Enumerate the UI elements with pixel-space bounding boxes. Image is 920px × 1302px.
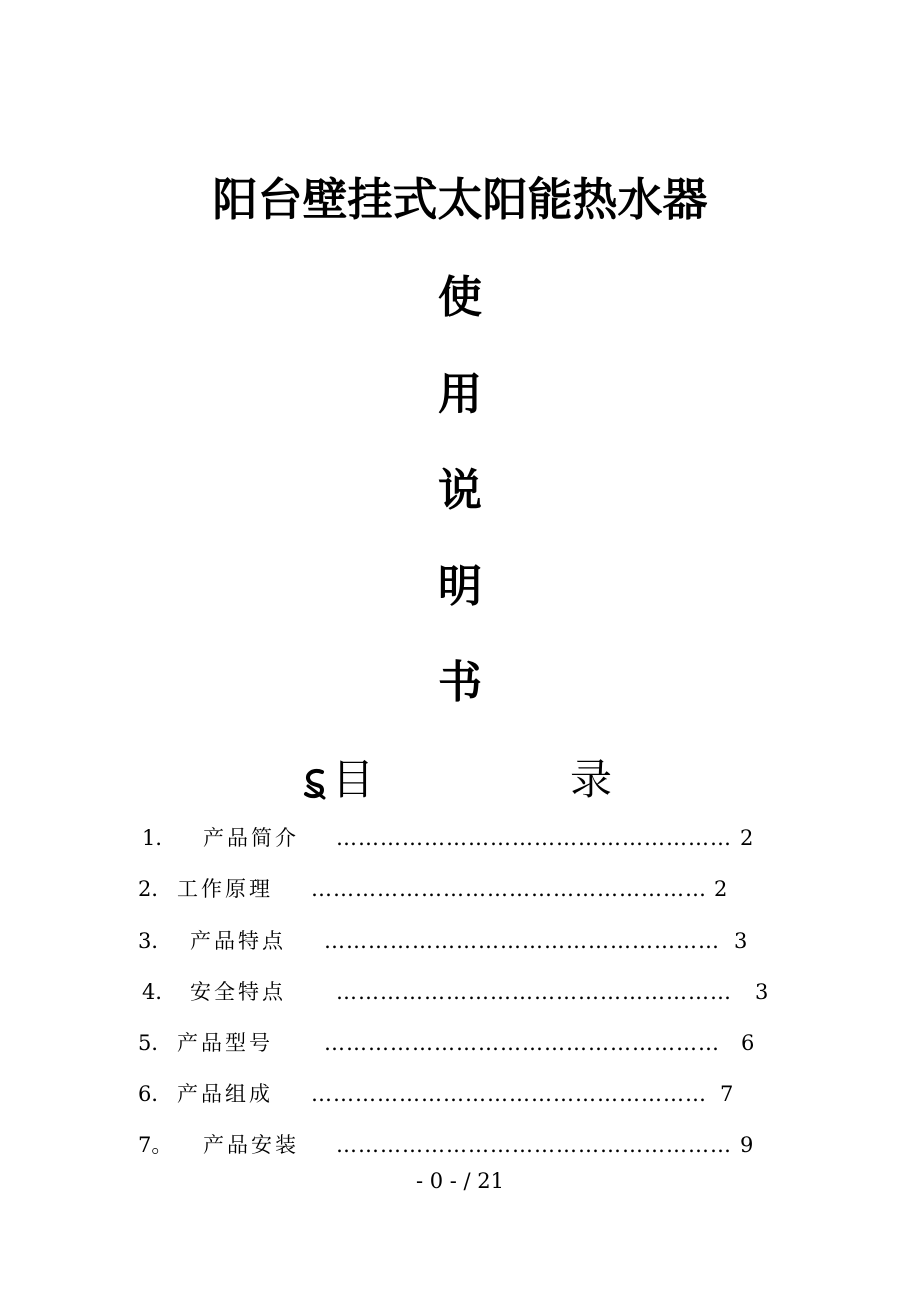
toc-entry-number: 6． [138,1082,173,1106]
toc-entry-leader: ……………………………………………… [311,877,707,901]
toc-entry-page: 6 [741,1031,755,1055]
toc-entry-label: 安全特点 [190,980,286,1004]
toc-entry-number: 2． [138,877,173,901]
subtitle-char-5: 书 [438,657,482,708]
toc-entry-label: 产品简介 [203,826,299,850]
toc-entry[interactable] [0,926,920,956]
subtitle-char-4: 明 [438,561,482,612]
toc-entry[interactable] [0,1028,920,1058]
toc-entry-page: 2 [714,877,728,901]
toc-entry-leader: ……………………………………………… [324,929,720,953]
toc-entry[interactable] [0,1079,920,1109]
toc-entry[interactable] [0,1130,920,1160]
toc-entry-label: 工作原理 [177,877,273,901]
toc-entry-page: 2 [740,826,754,850]
subtitle-char-1: 使 [438,272,482,323]
toc-entry-number: 5． [138,1031,173,1055]
toc-entry-label: 产品安装 [203,1133,299,1157]
page-footer: - 0 - / 21 [415,1169,505,1193]
document-title: 阳台壁挂式太阳能热水器 [212,173,708,226]
toc-heading-right: 录 [570,755,613,804]
toc-entry-leader: ……………………………………………… [324,1031,720,1055]
toc-entry-page: 7 [720,1082,734,1106]
toc-entry-label: 产品特点 [190,929,286,953]
toc-heading-left: 目 [332,755,375,804]
toc-entry[interactable] [0,977,920,1007]
anchor-mark-icon [300,766,330,802]
toc-entry-leader: ……………………………………………… [336,1133,732,1157]
subtitle-char-3: 说 [438,465,482,516]
toc-entry-leader: ……………………………………………… [311,1082,707,1106]
toc-entry-page: 9 [740,1133,754,1157]
toc-entry-page: 3 [734,929,748,953]
toc-entry-page: 3 [755,980,769,1004]
toc-entry-leader: ……………………………………………… [336,826,732,850]
toc-entry[interactable] [0,874,920,904]
toc-entry-leader: ……………………………………………… [336,980,732,1004]
toc-entry-number: 1． [142,826,177,850]
toc-entry-label: 产品型号 [177,1031,273,1055]
toc-entry-number: 3． [138,929,173,953]
subtitle-char-2: 用 [438,369,482,420]
toc-entry-number: 7。 [138,1133,173,1157]
toc-entry-label: 产品组成 [177,1082,273,1106]
toc-entry-number: 4． [142,980,177,1004]
toc-entry[interactable] [0,823,920,853]
